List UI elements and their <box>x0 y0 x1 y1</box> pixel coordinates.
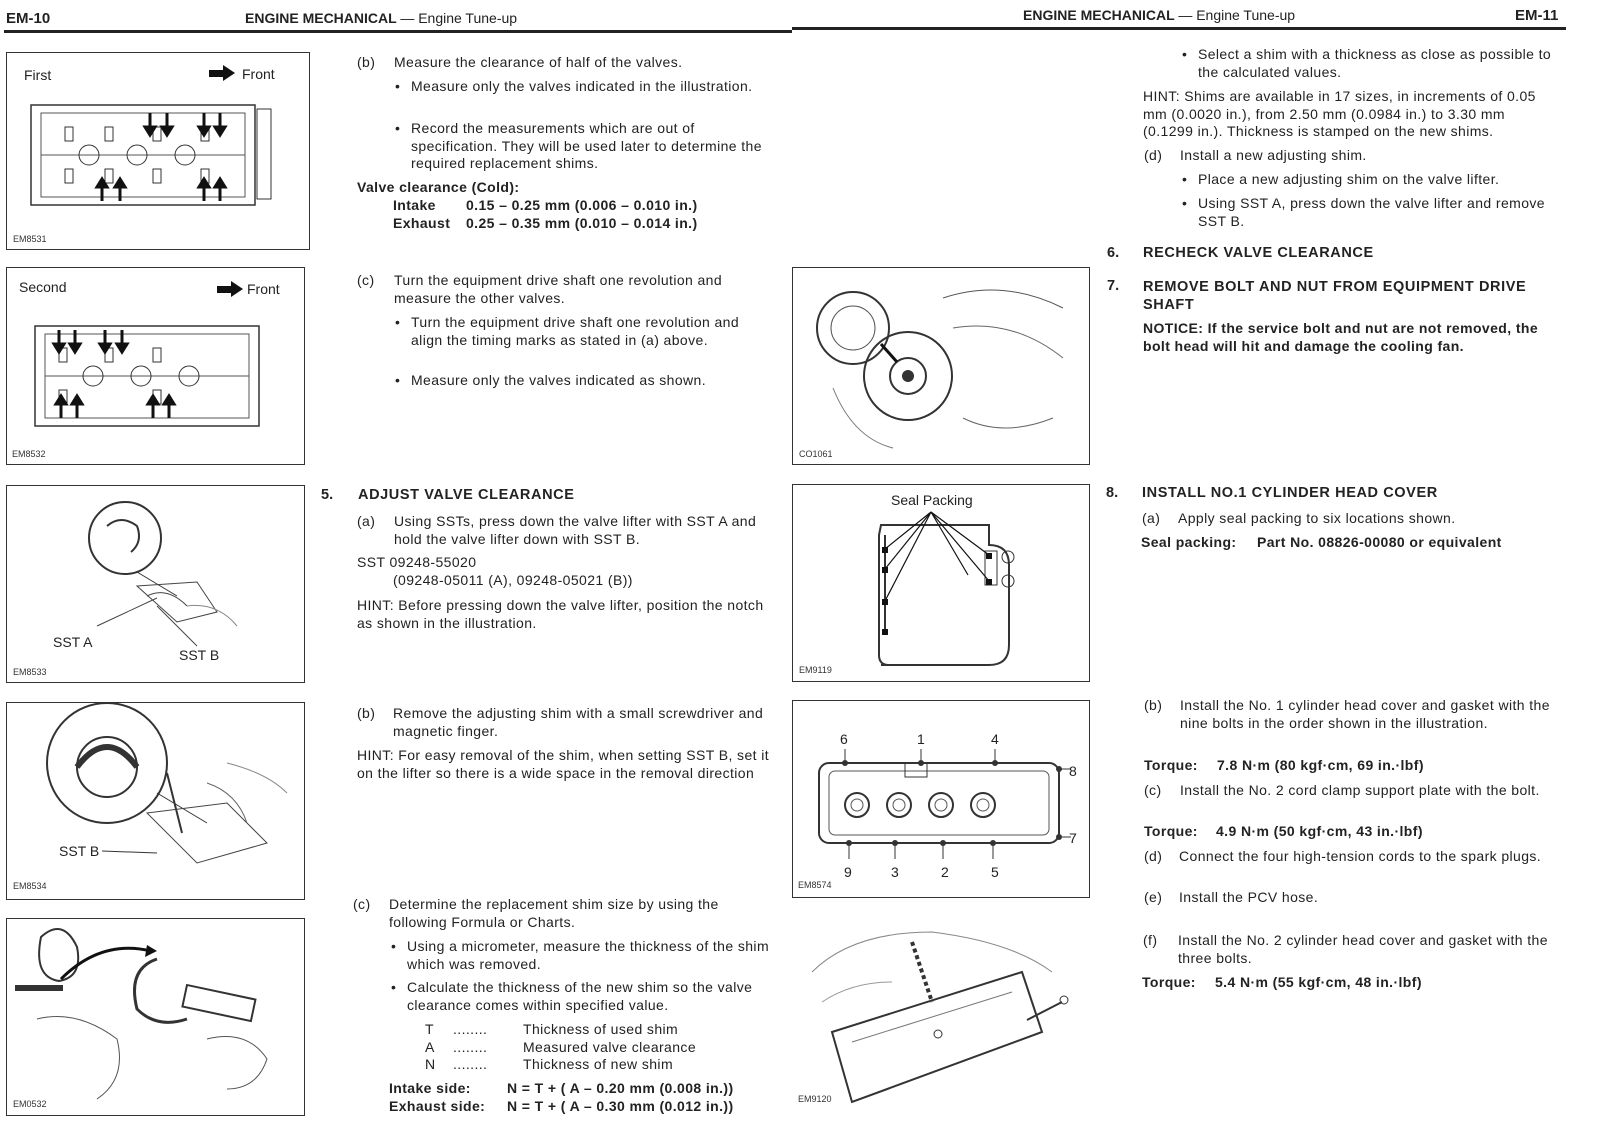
step-text: Measure the clearance of half of the valves. <box>394 54 683 70</box>
def-dots: ........ <box>453 1038 488 1055</box>
step-text: Install the No. 1 cylinder head cover and gasket with the nine bolts in the order shown in the illustration. <box>1180 697 1550 731</box>
header-sep: — <box>400 10 415 26</box>
figure-code: EM8533 <box>13 667 47 677</box>
spec-intake-label: Intake <box>393 197 436 213</box>
bullet-item: • Measure only the valves indicated in the illustration. <box>411 78 773 96</box>
step-letter: (a) <box>357 513 376 529</box>
bullet-item: • Using SST A, press down the valve lifter and remove SST B. <box>1198 195 1558 230</box>
step-letter: (e) <box>1144 889 1163 905</box>
step-text: Apply seal packing to six locations shown. <box>1178 510 1456 526</box>
header-rule <box>4 30 792 33</box>
def-desc: Measured valve clearance <box>523 1038 697 1055</box>
step-text: Install a new adjusting shim. <box>1180 147 1367 163</box>
label-seal-packing: Seal Packing <box>891 492 973 508</box>
formula-definitions <box>425 1021 696 1074</box>
figure-code: EM8574 <box>798 880 832 890</box>
header-rule <box>792 27 1566 30</box>
step-number: 7. <box>1107 278 1120 294</box>
step-title: RECHECK VALVE CLEARANCE <box>1143 245 1374 261</box>
bolt-number: 7 <box>1069 830 1077 846</box>
step-text: Install the No. 2 cylinder head cover and gasket with the three bolts. <box>1178 932 1548 966</box>
step-letter: (f) <box>1143 932 1158 948</box>
step-letter: (d) <box>1144 147 1163 163</box>
step-title: INSTALL NO.1 CYLINDER HEAD COVER <box>1142 485 1438 501</box>
header-section: ENGINE MECHANICAL <box>245 10 397 26</box>
figure-label-second: Second <box>19 279 67 295</box>
step-letter: (b) <box>357 705 376 721</box>
torque-value: 4.9 N·m (50 kgf·cm, 43 in.·lbf) <box>1216 823 1423 839</box>
torque-value: 7.8 N·m (80 kgf·cm, 69 in.·lbf) <box>1217 757 1424 773</box>
figure-code: EM9120 <box>798 1094 832 1104</box>
figure-code: CO1061 <box>799 449 833 459</box>
step-letter: (c) <box>357 272 375 288</box>
figure-label-front: Front <box>242 66 275 82</box>
step-text: Using SSTs, press down the valve lifter with SST A and hold the valve lifter down with SST B. <box>394 513 757 547</box>
spec-exhaust-label: Exhaust <box>393 215 451 231</box>
spec-intake-value: 0.15 – 0.25 mm (0.006 – 0.010 in.) <box>466 197 698 213</box>
figure-bolt-order <box>792 700 1090 898</box>
figure-code: EM0532 <box>13 1099 47 1109</box>
sst-parts: (09248-05011 (A), 09248-05021 (B)) <box>393 572 633 588</box>
bullet-item: • Calculate the thickness of the new shim so the valve clearance comes within specified value. <box>407 979 769 1014</box>
def-symbol: A <box>425 1038 435 1055</box>
right-page-number: EM-11 <box>1515 7 1559 24</box>
figure-label-first: First <box>24 67 52 83</box>
bolt-number: 6 <box>840 731 848 747</box>
bolt-number: 4 <box>991 731 999 747</box>
seal-value: Part No. 08826-00080 or equivalent <box>1257 534 1502 550</box>
figure-code: EM8532 <box>12 449 46 459</box>
label-sst-b: SST B <box>59 843 100 859</box>
bolt-number: 5 <box>991 864 999 880</box>
def-dots: ........ <box>453 1021 488 1037</box>
figure-valve-first <box>6 52 310 250</box>
step-letter: (d) <box>1144 848 1163 864</box>
spec-exhaust-value: 0.25 – 0.35 mm (0.010 – 0.014 in.) <box>466 215 698 231</box>
bolt-number: 9 <box>844 864 852 880</box>
intake-side-formula: N = T + ( A – 0.20 mm (0.008 in.)) <box>507 1080 734 1096</box>
valve-diagram-first <box>7 53 309 249</box>
figure-label-front: Front <box>247 281 280 297</box>
figure-drive-shaft <box>792 267 1090 465</box>
sst-number: SST 09248-55020 <box>357 554 477 570</box>
bolt-number: 1 <box>917 731 925 747</box>
step-number: 5. <box>321 487 334 503</box>
step-text: Install the PCV hose. <box>1179 889 1319 905</box>
def-symbol: T <box>425 1021 434 1037</box>
hint-text: HINT: Shims are available in 17 sizes, in increments of 0.05 mm (0.0020 in.), from 2.50 mm (0.0984 in.) to 3.30 mm (0.1299 in.). Thickness is stamped on the new shims. <box>1143 88 1536 139</box>
step-title: ADJUST VALVE CLEARANCE <box>358 487 575 503</box>
hint-text: HINT: Before pressing down the valve lifter, position the notch as shown in the illustration. <box>357 597 764 631</box>
shim-removal-illustration <box>7 703 304 899</box>
step-text: Remove the adjusting shim with a small screwdriver and magnetic finger. <box>393 705 764 739</box>
drive-shaft-illustration <box>793 268 1089 464</box>
figure-code: EM9119 <box>799 665 832 675</box>
exhaust-side-formula: N = T + ( A – 0.30 mm (0.012 in.)) <box>507 1098 734 1114</box>
bolt-number: 2 <box>941 864 949 880</box>
step-text: Connect the four high-tension cords to the spark plugs. <box>1179 848 1542 864</box>
step-text: Install the No. 2 cord clamp support plate with the bolt. <box>1180 782 1540 798</box>
def-desc: Thickness of used shim <box>523 1021 679 1037</box>
micrometer-illustration <box>7 919 304 1115</box>
step-number: 6. <box>1107 245 1120 261</box>
step-letter: (c) <box>353 896 371 912</box>
exhaust-side-label: Exhaust side: <box>389 1098 486 1114</box>
header-sub: Engine Tune-up <box>418 10 518 26</box>
header-section: ENGINE MECHANICAL <box>1023 7 1175 23</box>
torque-label: Torque: <box>1142 974 1196 990</box>
torque-value: 5.4 N·m (55 kgf·cm, 48 in.·lbf) <box>1215 974 1422 990</box>
bullet-item: • Place a new adjusting shim on the valve lifter. <box>1198 171 1558 189</box>
step-title: REMOVE BOLT AND NUT FROM EQUIPMENT DRIVE SHAFT <box>1143 279 1527 313</box>
figure-valve-second <box>6 267 305 465</box>
step-text: Determine the replacement shim size by using the following Formula or Charts. <box>389 896 719 930</box>
step-letter: (c) <box>1144 782 1162 798</box>
bullet-item: • Select a shim with a thickness as close as possible to the calculated values. <box>1198 46 1558 81</box>
label-sst-a: SST A <box>53 634 93 650</box>
sst-illustration <box>7 486 304 682</box>
figure-sst-press <box>6 485 305 683</box>
hint-text: HINT: For easy removal of the shim, when setting SST B, set it on the lifter so there is a wide space in the removal direction <box>357 747 770 781</box>
left-page-header <box>245 10 517 26</box>
bullet-item: • Using a micrometer, measure the thickness of the shim which was removed. <box>407 938 769 973</box>
cover-install-illustration <box>792 912 1088 1112</box>
notice-text: NOTICE: If the service bolt and nut are not removed, the bolt head will hit and damage the cooling fan. <box>1143 320 1539 354</box>
figure-code: EM8534 <box>13 881 47 891</box>
spec-title: Valve clearance (Cold): <box>357 179 520 195</box>
right-page-header <box>1023 7 1295 23</box>
bullet-item: • Turn the equipment drive shaft one revolution and align the timing marks as stated in (a) above. <box>411 314 773 349</box>
def-symbol: N <box>425 1056 436 1072</box>
figure-cover-install <box>792 912 1088 1112</box>
header-sep: — <box>1178 7 1193 23</box>
left-page-number: EM-10 <box>6 10 51 27</box>
step-text: Turn the equipment drive shaft one revolution and measure the other valves. <box>394 272 723 306</box>
seal-packing-diagram <box>793 485 1089 681</box>
torque-label: Torque: <box>1144 757 1198 773</box>
step-letter: (a) <box>1142 510 1161 526</box>
bolt-number: 8 <box>1069 763 1077 779</box>
def-dots: ........ <box>453 1056 488 1072</box>
step-letter: (b) <box>357 54 376 70</box>
def-desc: Thickness of new shim <box>523 1056 674 1072</box>
header-sub: Engine Tune-up <box>1196 7 1296 23</box>
bolt-number: 3 <box>891 864 899 880</box>
figure-shim-removal <box>6 702 305 900</box>
figure-seal-packing <box>792 484 1090 682</box>
bullet-item: • Record the measurements which are out of specification. They will be used later to determine the required replacement shims. <box>411 120 773 173</box>
step-number: 8. <box>1106 485 1119 501</box>
figure-micrometer <box>6 918 305 1116</box>
seal-label: Seal packing: <box>1141 534 1237 550</box>
label-sst-b: SST B <box>179 647 220 663</box>
figure-code: EM8531 <box>13 234 47 244</box>
intake-side-label: Intake side: <box>389 1080 471 1096</box>
bullet-item: • Measure only the valves indicated as shown. <box>411 372 773 390</box>
valve-diagram-second <box>7 268 304 464</box>
step-letter: (b) <box>1144 697 1163 713</box>
torque-label: Torque: <box>1144 823 1198 839</box>
